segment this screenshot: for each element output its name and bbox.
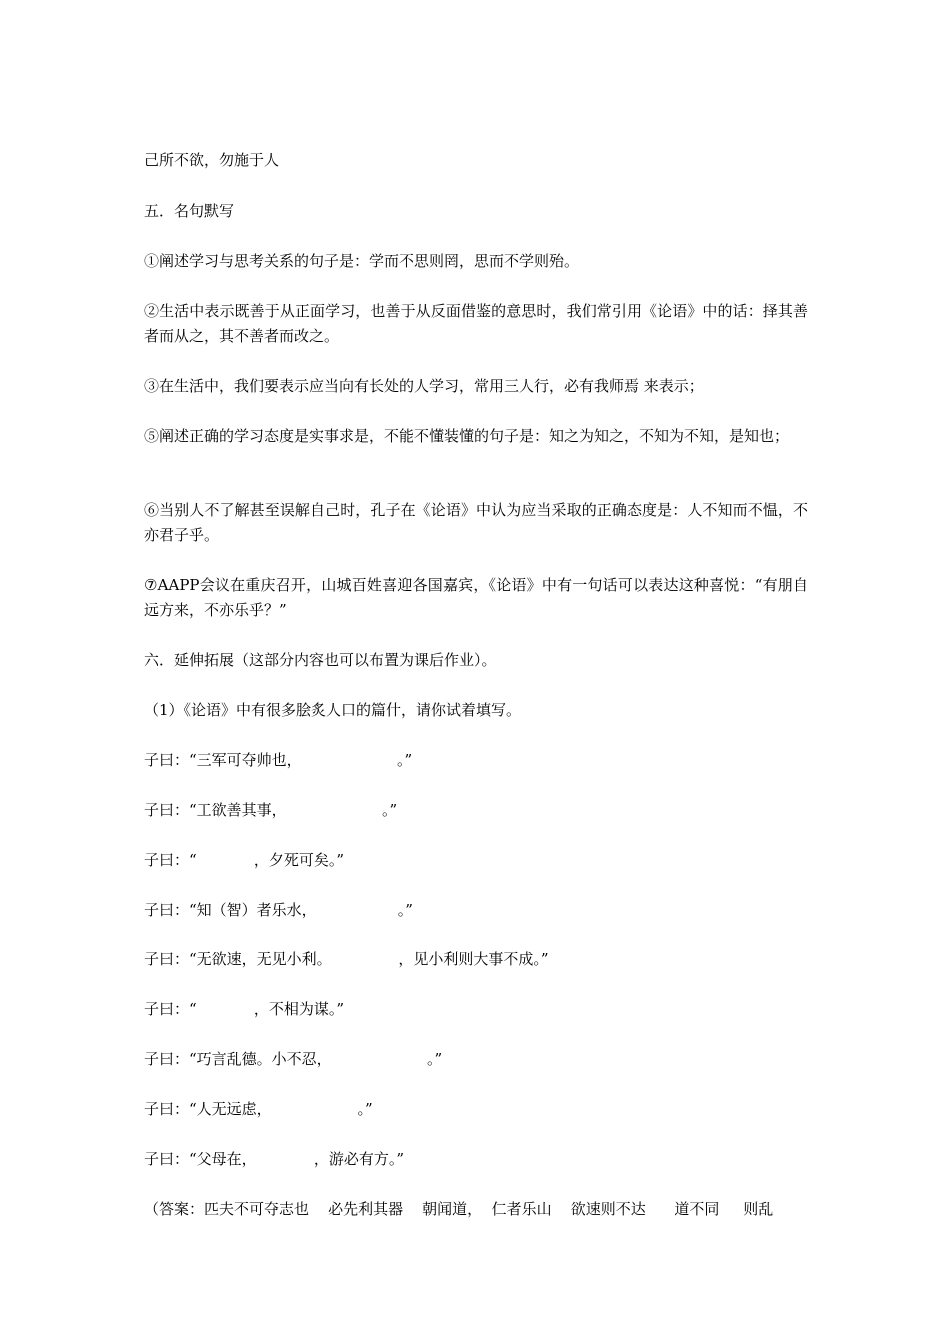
fill-in-line: 子曰：“工欲善其事， 。” <box>144 801 398 819</box>
answer-line: （答案：匹夫不可夺志也 必先利其器 朝闻道， 仁者乐山 欲速则不达 道不同 则乱 <box>144 1200 774 1218</box>
fill-in-line: 子曰：“ ，不相为谋。” <box>144 1000 345 1018</box>
text-line: ③在生活中，我们要表示应当向有长处的人学习，常用三人行，必有我师焉 来表示； <box>144 377 704 395</box>
text-line: ①阐述学习与思考关系的句子是：学而不思则罔，思而不学则殆。 <box>144 252 580 270</box>
text-line: （1）《论语》中有很多脍炙人口的篇什，请你试着填写。 <box>144 701 522 719</box>
fill-in-line: 子曰：“巧言乱德。小不忍， 。” <box>144 1050 443 1068</box>
fill-in-line: 子曰：“无欲速，无见小利。 ，见小利则大事不成。” <box>144 950 549 968</box>
fill-in-line: 子曰：“父母在， ，游必有方。” <box>144 1150 405 1168</box>
text-paragraph: ②生活中表示既善于从正面学习，也善于从反面借鉴的意思时，我们常引用《论语》中的话：择其善者而从之，其不善者而改之。 <box>144 302 808 345</box>
text-paragraph: ⑤阐述正确的学习态度是实事求是，不能不懂装懂的句子是：知之为知之，不知为不知，是知也； <box>144 427 790 445</box>
fill-in-line: 子曰：“人无远虑， 。” <box>144 1100 373 1118</box>
fill-in-line: 子曰：“ ，夕死可矣。” <box>144 851 345 869</box>
fill-in-line: 子曰：“三军可夺帅也， 。” <box>144 751 413 769</box>
text-line: 己所不欲，勿施于人 <box>144 151 280 169</box>
fill-in-line: 子曰：“知（智）者乐水， 。” <box>144 901 413 919</box>
section-heading: 五．名句默写 <box>144 202 235 220</box>
text-paragraph: ⑥当别人不了解甚至误解自己时，孔子在《论语》中认为应当采取的正确态度是：人不知而不愠，不亦君子乎。 <box>144 501 808 544</box>
section-heading: 六．延伸拓展（这部分内容也可以布置为课后作业）。 <box>144 651 497 669</box>
text-paragraph: ⑦AAPP会议在重庆召开，山城百姓喜迎各国嘉宾，《论语》中有一句话可以表达这种喜悦：“有朋自远方来，不亦乐乎？” <box>144 576 808 619</box>
